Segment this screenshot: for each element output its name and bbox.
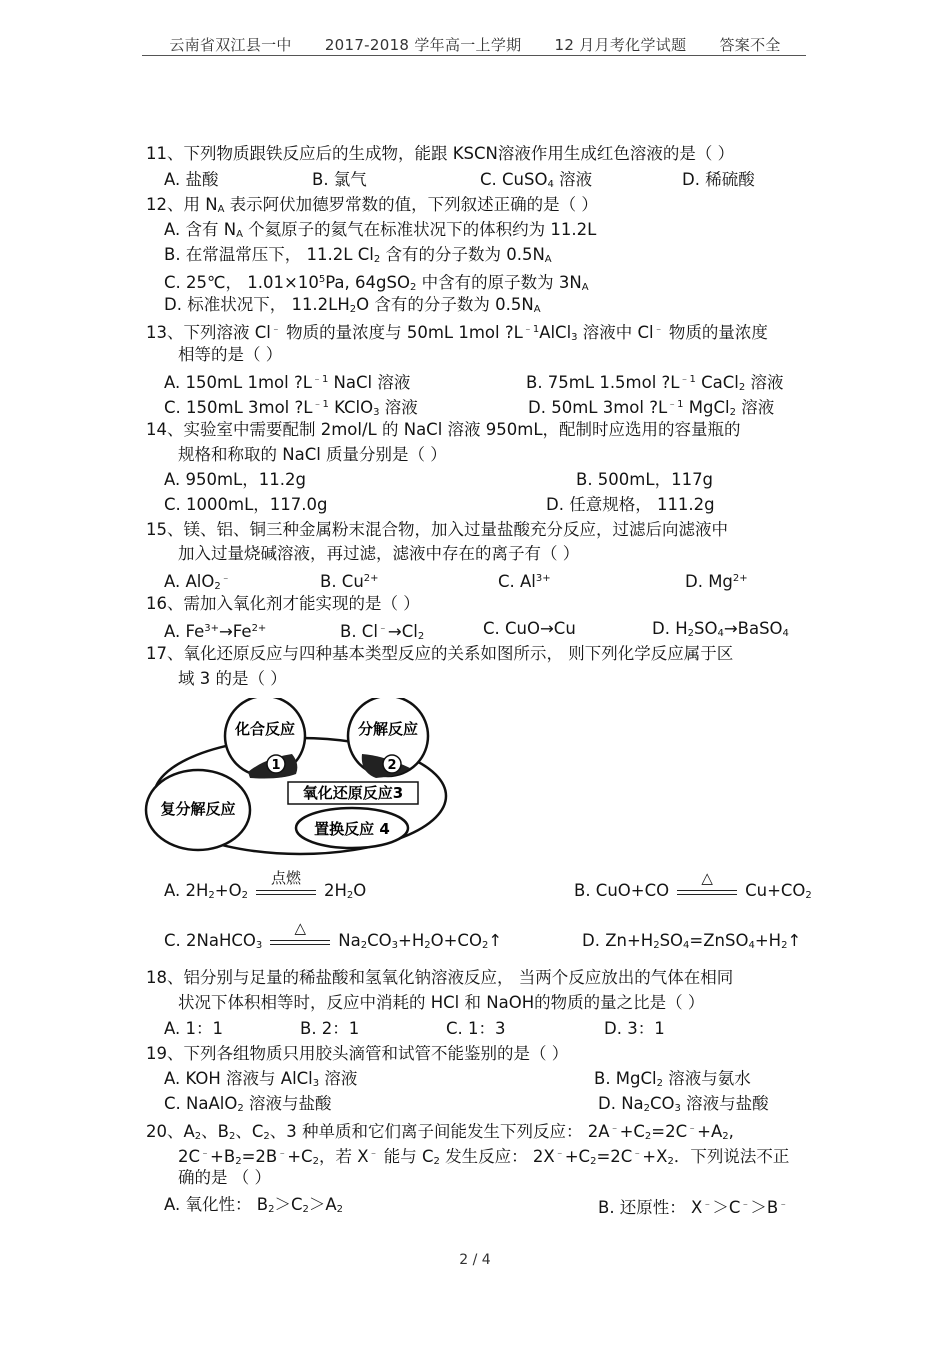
question-16-stem: 16、需加入氧化剂才能实现的是（ ） [146, 594, 420, 613]
question-18-stem-line1: 18、铝分别与足量的稀盐酸和氢氧化钠溶液反应， 当两个反应放出的气体在相同 [146, 968, 734, 987]
region-2-label: 2 [387, 758, 397, 773]
question-20-stem-line2: $2C^﹣+B_2=2B^﹣+C_2$，若 X﹣ 能与 $C_2$ 发生反应： $2X^﹣+C_2=2C^﹣+X_2$．下列说法不正 [178, 1147, 790, 1167]
question-13-option-a: A. 150mL 1mol $?L^{﹣1}$ NaCl 溶液 [164, 373, 411, 392]
question-18-option-a: A. 1：1 [164, 1019, 223, 1038]
question-19-option-c: C. NaAlO$_2$ 溶液与盐酸 [164, 1094, 332, 1114]
header-rule [142, 55, 806, 56]
replacement-label: 置换反应 4 [314, 820, 390, 838]
question-20-option-a: A. 氧化性： $B_2>C_2>A_2$ [164, 1195, 344, 1215]
header-note: 答案不全 [719, 36, 781, 54]
question-14-option-d: D. 任意规格， 111.2g [546, 495, 715, 514]
question-17-option-d: D. $Zn+H_2SO_4=ZnSO_4+H_2↑$ [582, 931, 802, 951]
decomposition-label: 分解反应 [357, 720, 419, 738]
question-13-stem-line2: 相等的是（ ） [178, 345, 283, 364]
question-18-option-d: D. 3：1 [604, 1019, 665, 1038]
question-14-option-c: C. 1000mL，117.0g [164, 495, 328, 514]
question-15-option-c: C. $Al^{3+}$ [498, 572, 551, 591]
question-17-option-b: B. CuO+CO △ $Cu+CO_2$ [574, 868, 812, 901]
question-13-option-c: C. 150mL 3mol $?L^{﹣1}$ KClO$_3$ 溶液 [164, 398, 418, 418]
condition-arrow: △ [675, 881, 739, 903]
combination-label: 化合反应 [234, 720, 296, 738]
question-11-option-b: B. 氯气 [312, 170, 367, 189]
header-exam: 12 月月考化学试题 [554, 36, 687, 54]
question-14-option-b: B. 500mL，117g [576, 470, 714, 489]
condition-arrow: 点燃 [254, 881, 318, 903]
condition-arrow: △ [268, 931, 332, 953]
question-11-option-d: D. 稀硫酸 [682, 170, 755, 189]
question-17-stem-line1: 17、氧化还原反应与四种基本类型反应的关系如图所示， 则下列化学反应属于区 [146, 644, 734, 663]
question-12-option-c: C. 25℃， $1.01\times 10^5Pa$, 64gSO$_2$ 中含有的原子数为 $3N_A$ [164, 273, 589, 293]
question-18-stem-line2: 状况下体积相等时，反应中消耗的 HCl 和 NaOH的物质的量之比是（ ） [178, 993, 705, 1012]
question-11-option-c: C. CuSO$_4$ 溶液 [480, 170, 593, 190]
question-11-stem: 11、下列物质跟铁反应后的生成物，能跟 KSCN溶液作用生成红色溶液的是（ ） [146, 144, 735, 163]
question-12-stem: 12、用 $N_A$ 表示阿伏加德罗常数的值，下列叙述正确的是（ ） [146, 195, 598, 215]
header-term: 2017-2018 学年高一上学期 [324, 36, 522, 54]
question-18-option-b: B. 2：1 [300, 1019, 360, 1038]
question-14-stem-line1: 14、实验室中需要配制 2mol/L 的 NaCl 溶液 950mL，配制时应选用的容量瓶的 [146, 420, 741, 439]
question-16-option-a: A. $Fe^{3+}\to Fe^{2+}$ [164, 622, 267, 641]
question-12-option-a: A. 含有 $N_A$ 个氦原子的氦气在标准状况下的体积约为 11.2L [164, 220, 597, 240]
question-12-option-d: D. 标准状况下， $11.2LH_2O$ 含有的分子数为 $0.5N_A$ [164, 295, 541, 315]
header-school: 云南省双江县一中 [169, 36, 292, 54]
question-13-stem-line1: 13、下列溶液 Cl﹣ 物质的量浓度与 50mL 1mol $?L^{﹣1}AlCl_3$ 溶液中 Cl﹣ 物质的量浓度 [146, 323, 768, 343]
question-13-option-d: D. 50mL 3mol $?L^{﹣1}$ MgCl$_2$ 溶液 [528, 398, 775, 418]
question-19-option-a: A. KOH 溶液与 AlCl$_3$ 溶液 [164, 1069, 358, 1089]
question-16-option-d: D. $H_2SO_4\to BaSO_4$ [652, 619, 789, 639]
question-16-option-c: C. CuO→Cu [483, 619, 576, 638]
question-15-option-b: B. $Cu^{2+}$ [320, 572, 379, 591]
question-17-stem-line2: 域 3 的是（ ） [178, 669, 287, 688]
question-20-stem-line3: 确的是 （ ） [178, 1168, 271, 1187]
question-19-stem: 19、下列各组物质只用胶头滴管和试管不能鉴别的是（ ） [146, 1044, 569, 1063]
page-number: 2 / 4 [459, 1252, 491, 1268]
question-11-option-a: A. 盐酸 [164, 170, 219, 189]
question-14-option-a: A. 950mL，11.2g [164, 470, 306, 489]
region-1-label: 1 [271, 758, 281, 773]
question-14-stem-line2: 规格和称取的 NaCl 质量分别是（ ） [178, 445, 447, 464]
reaction-relationship-diagram [140, 698, 460, 860]
page-header [0, 34, 950, 55]
question-15-option-a: A. AlO$_2$﹣ [164, 572, 231, 592]
redox-label: 氧化还原反应3 [302, 784, 404, 802]
double-decomposition-label: 复分解反应 [160, 800, 236, 818]
question-15-stem-line1: 15、镁、铝、铜三种金属粉末混合物，加入过量盐酸充分反应，过滤后向滤液中 [146, 520, 728, 539]
question-15-stem-line2: 加入过量烧碱溶液，再过滤，滤液中存在的离子有（ ） [178, 544, 580, 563]
question-16-option-b: B. $Cl^﹣\to Cl_2$ [340, 622, 425, 642]
question-13-option-b: B. 75mL 1.5mol $?L^{﹣1}$ CaCl$_2$ 溶液 [526, 373, 784, 393]
question-17-option-a: A. $2H_2+O_2$ 点燃 $2H_2O$ [164, 868, 367, 901]
question-20-option-b: B. 还原性： X﹣＞C﹣＞B﹣ [598, 1198, 789, 1217]
question-12-option-b: B. 在常温常压下， 11.2L $Cl_2$ 含有的分子数为 $0.5N_A$ [164, 245, 552, 265]
question-19-option-d: D. $Na_2CO_3$ 溶液与盐酸 [598, 1094, 769, 1114]
question-18-option-c: C. 1：3 [446, 1019, 506, 1038]
question-20-stem-line1: 20、$A_2$、$B_2$、$C_2$、3 种单质和它们离子间能发生下列反应： $2A^﹣+C_2=2C^﹣+A_2$, [146, 1122, 734, 1142]
question-17-option-c: C. 2NaHCO$_3$ △ $Na_2CO_3+H_2O+CO_2↑$ [164, 918, 503, 951]
question-15-option-d: D. $Mg^{2+}$ [685, 572, 748, 591]
question-19-option-b: B. MgCl$_2$ 溶液与氨水 [594, 1069, 751, 1089]
